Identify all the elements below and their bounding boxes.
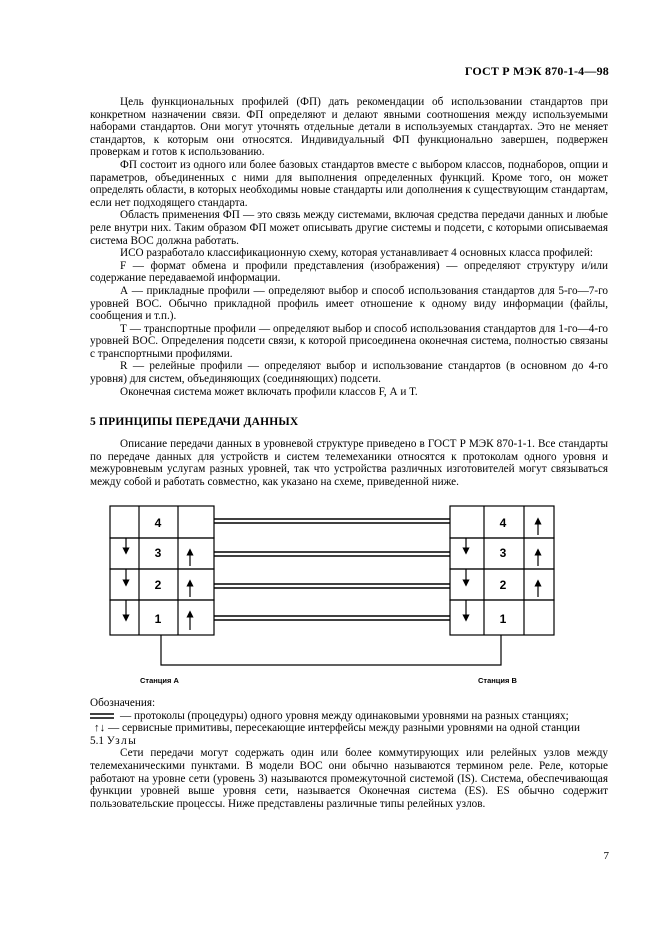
level-label: 4 — [499, 516, 507, 530]
paragraph: F — формат обмена и профили представления (изображения) — определяют структуру и/или содержание передаваемой информации. — [90, 259, 608, 285]
paragraph: R — релейные профили — определяют выбор и использование стандартов (в основном до 4-го уровня) для систем, объединяющих (соединяющих) подсети. — [90, 360, 608, 386]
level-label: 1 — [154, 612, 162, 626]
paragraph: ФП состоит из одного или более базовых стандартов вместе с выбором классов, поднаборов, опции и параметров, объединенных с ними для выполнения определенных функций. Кроме того, он может определять области, в которых необходимы новые стандарты или дополнения к существующим стандартам, если нет подходящего стандарта. — [90, 158, 608, 209]
station-b-label: Станция В — [478, 676, 517, 685]
document-code: ГОСТ Р МЭК 870-1-4—98 — [464, 64, 609, 78]
paragraph: Описание передачи данных в уровневой структуре приведено в ГОСТ Р МЭК 870-1-1. Все стандарты по передаче данных для устройств и систем телемеханики относятся к протоколам одного уровня и межуровневым услугам разных уровней, так что устройства различных изготовителей могут связываться между собой и работать совместно, как указано на схеме, приведенной ниже. — [90, 438, 608, 488]
paragraph: Область применения ФП — это связь между системами, включая средства передачи данных и любые реле внутри них. Таким образом ФП может описывать другие системы и подсети, с которыми описываемая система ВОС должна работать. — [90, 209, 608, 247]
legend-primitives: — сервисные примитивы, пересекающие интерфейсы между разными уровнями на одной станции — [107, 722, 580, 735]
level-label: 4 — [154, 516, 162, 530]
legend-title: Обозначения: — [90, 697, 156, 709]
legend — [90, 697, 608, 810]
paragraph: Цель функциональных профилей (ФП) дать рекомендации об использовании стандартов при конкретном назначении связи. ФП определяют и делают явными соотношения между используемыми наборами стандартов. Они могут уточнять отдельные детали в используемых стандартах. Это не меняет стандартов, к которым они относятся. Индивидуальный ФП функционально завершен, подвержен проверкам и готов к использованию. — [90, 96, 608, 159]
paragraph: А — прикладные профили — определяют выбор и способ использования стандартов для 5-го—7-го уровней ВОС. Обычно прикладной профиль имеет отношение к одному виду информации (файлы, сообщения и т.п.). — [90, 284, 608, 323]
level-label: 2 — [499, 578, 507, 592]
level-label: 3 — [154, 546, 162, 560]
level-label: 1 — [499, 612, 507, 626]
paragraph: Т — транспортные профили — определяют выбор и способ использования стандартов для 1-го—4-го уровней ВОС. Определения подсети связи, к которой присоединена оконечная система, полностью связаны с транспортными профилями. — [90, 322, 608, 360]
level-label: 3 — [499, 546, 507, 560]
section-5-1-number: 5.1 — [90, 734, 104, 747]
section-5-1-title: Узлы — [106, 734, 138, 747]
section-5-heading: 5 ПРИНЦИПЫ ПЕРЕДАЧИ ДАННЫХ — [90, 416, 299, 428]
page-number: 7 — [603, 850, 609, 862]
section-5-1-text: Сети передачи могут содержать один или более коммутирующих или релейных узлов между телемеханическими пунктами. В модели ВОС они обычно называются термином реле. Реле, которые работают на уровне сети (уровень 3) называются промежуточной системой (IS). Система, обеспечивающая функции уровней выше уровня сети, называется Оконечная система (ES). ES обычно содержит пользовательские процессы. Ниже представлены различные типы релейных узлов. — [90, 747, 608, 810]
legend-protocols: — протоколы (процедуры) одного уровня между одинаковыми уровнями на разных станциях; — [120, 709, 569, 722]
paragraph: Оконечная система может включать профили классов F, А и Т. — [120, 385, 418, 398]
peer-protocol-lines — [214, 519, 450, 620]
primitives-symbol-icon: ↑↓ — [94, 722, 106, 735]
station-a-label: Станция А — [140, 676, 179, 685]
level-label: 2 — [154, 578, 162, 592]
paragraph: ИСО разработало классификационную схему, которая устанавливает 4 основных класса профилей: — [120, 247, 594, 260]
physical-link — [161, 635, 501, 665]
